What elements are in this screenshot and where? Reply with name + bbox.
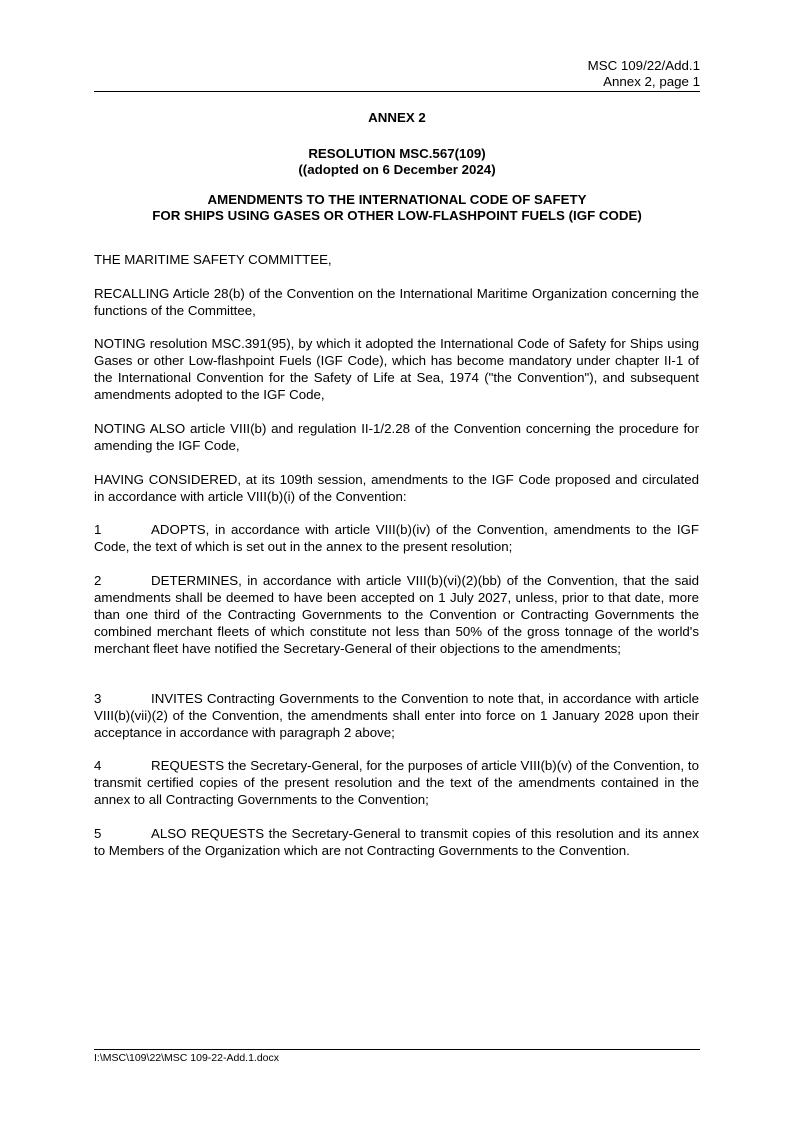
paragraph-number: 3 xyxy=(94,691,102,706)
document-symbol: MSC 109/22/Add.1 xyxy=(587,58,700,73)
preamble-noting: NOTING resolution MSC.391(95), by which it adopted the International Code of Safety for Ships using Gases or other Low-flashpoint Fuels (IGF Code), which has become mandatory under chapter II-1 of the International Convention for the Safety of Life at Sea, 1974 ("the Convention"), and subsequent amendments adopted to the IGF Code, xyxy=(94,336,699,402)
adoption-date: ((adopted on 6 December 2024) xyxy=(298,162,496,177)
paragraph-text: DETERMINES, in accordance with article VIII(b)(vi)(2)(bb) of the Convention, that the said amendments shall be deemed to have been accepted on 1 July 2027, unless, prior to that date, more than one third of the Contracting Governments to the Convention or Contracting Governments the combined merchant fleets of which constitute not less than 50% of the gross tonnage of the world's merchant fleet have notified the Secretary-General of their objections to the amendments; xyxy=(94,573,699,656)
preamble-recalling: RECALLING Article 28(b) of the Convention on the International Maritime Organization concerning the functions of the Committee, xyxy=(94,286,699,318)
paragraph-text: ALSO REQUESTS the Secretary-General to transmit copies of this resolution and its annex to Members of the Organization which are not Contracting Governments to the Convention. xyxy=(94,826,699,858)
resolution-title-line2: FOR SHIPS USING GASES OR OTHER LOW-FLASHPOINT FUELS (IGF CODE) xyxy=(152,208,642,223)
preamble-noting-also: NOTING ALSO article VIII(b) and regulation II-1/2.28 of the Convention concerning the procedure for amending the IGF Code, xyxy=(94,421,699,453)
operative-paragraph-2 xyxy=(94,573,699,658)
page-header xyxy=(94,58,700,90)
preamble-having-considered: HAVING CONSIDERED, at its 109th session, amendments to the IGF Code proposed and circulated in accordance with article VIII(b)(i) of the Convention: xyxy=(94,472,699,504)
paragraph-number: 5 xyxy=(94,826,102,841)
paragraph-text: INVITES Contracting Governments to the Convention to note that, in accordance with article VIII(b)(vii)(2) of the Convention, the amendments shall enter into force on 1 January 2028 upon their acceptance in accordance with paragraph 2 above; xyxy=(94,691,699,740)
preamble-committee: THE MARITIME SAFETY COMMITTEE, xyxy=(94,252,332,267)
paragraph-number: 2 xyxy=(94,573,102,588)
footer-rule xyxy=(94,1049,700,1050)
resolution-title-line1: AMENDMENTS TO THE INTERNATIONAL CODE OF SAFETY xyxy=(207,192,587,207)
header-rule xyxy=(94,91,700,92)
paragraph-number: 1 xyxy=(94,522,102,537)
annex-heading: ANNEX 2 xyxy=(368,110,426,125)
operative-paragraph-3 xyxy=(94,691,699,742)
resolution-number: RESOLUTION MSC.567(109) xyxy=(308,146,486,161)
paragraph-text: REQUESTS the Secretary-General, for the purposes of article VIII(b)(v) of the Convention, to transmit certified copies of the present resolution and the text of the amendments contained in the annex to all Contracting Governments to the Convention; xyxy=(94,758,699,807)
paragraph-number: 4 xyxy=(94,758,102,773)
footer-file-path: I:\MSC\109\22\MSC 109-22-Add.1.docx xyxy=(94,1052,280,1064)
operative-paragraph-4 xyxy=(94,758,699,809)
operative-paragraph-1 xyxy=(94,522,699,556)
operative-paragraph-5 xyxy=(94,826,699,860)
page-reference: Annex 2, page 1 xyxy=(603,74,700,89)
paragraph-text: ADOPTS, in accordance with article VIII(b)(iv) of the Convention, amendments to the IGF Code, the text of which is set out in the annex to the present resolution; xyxy=(94,522,699,554)
